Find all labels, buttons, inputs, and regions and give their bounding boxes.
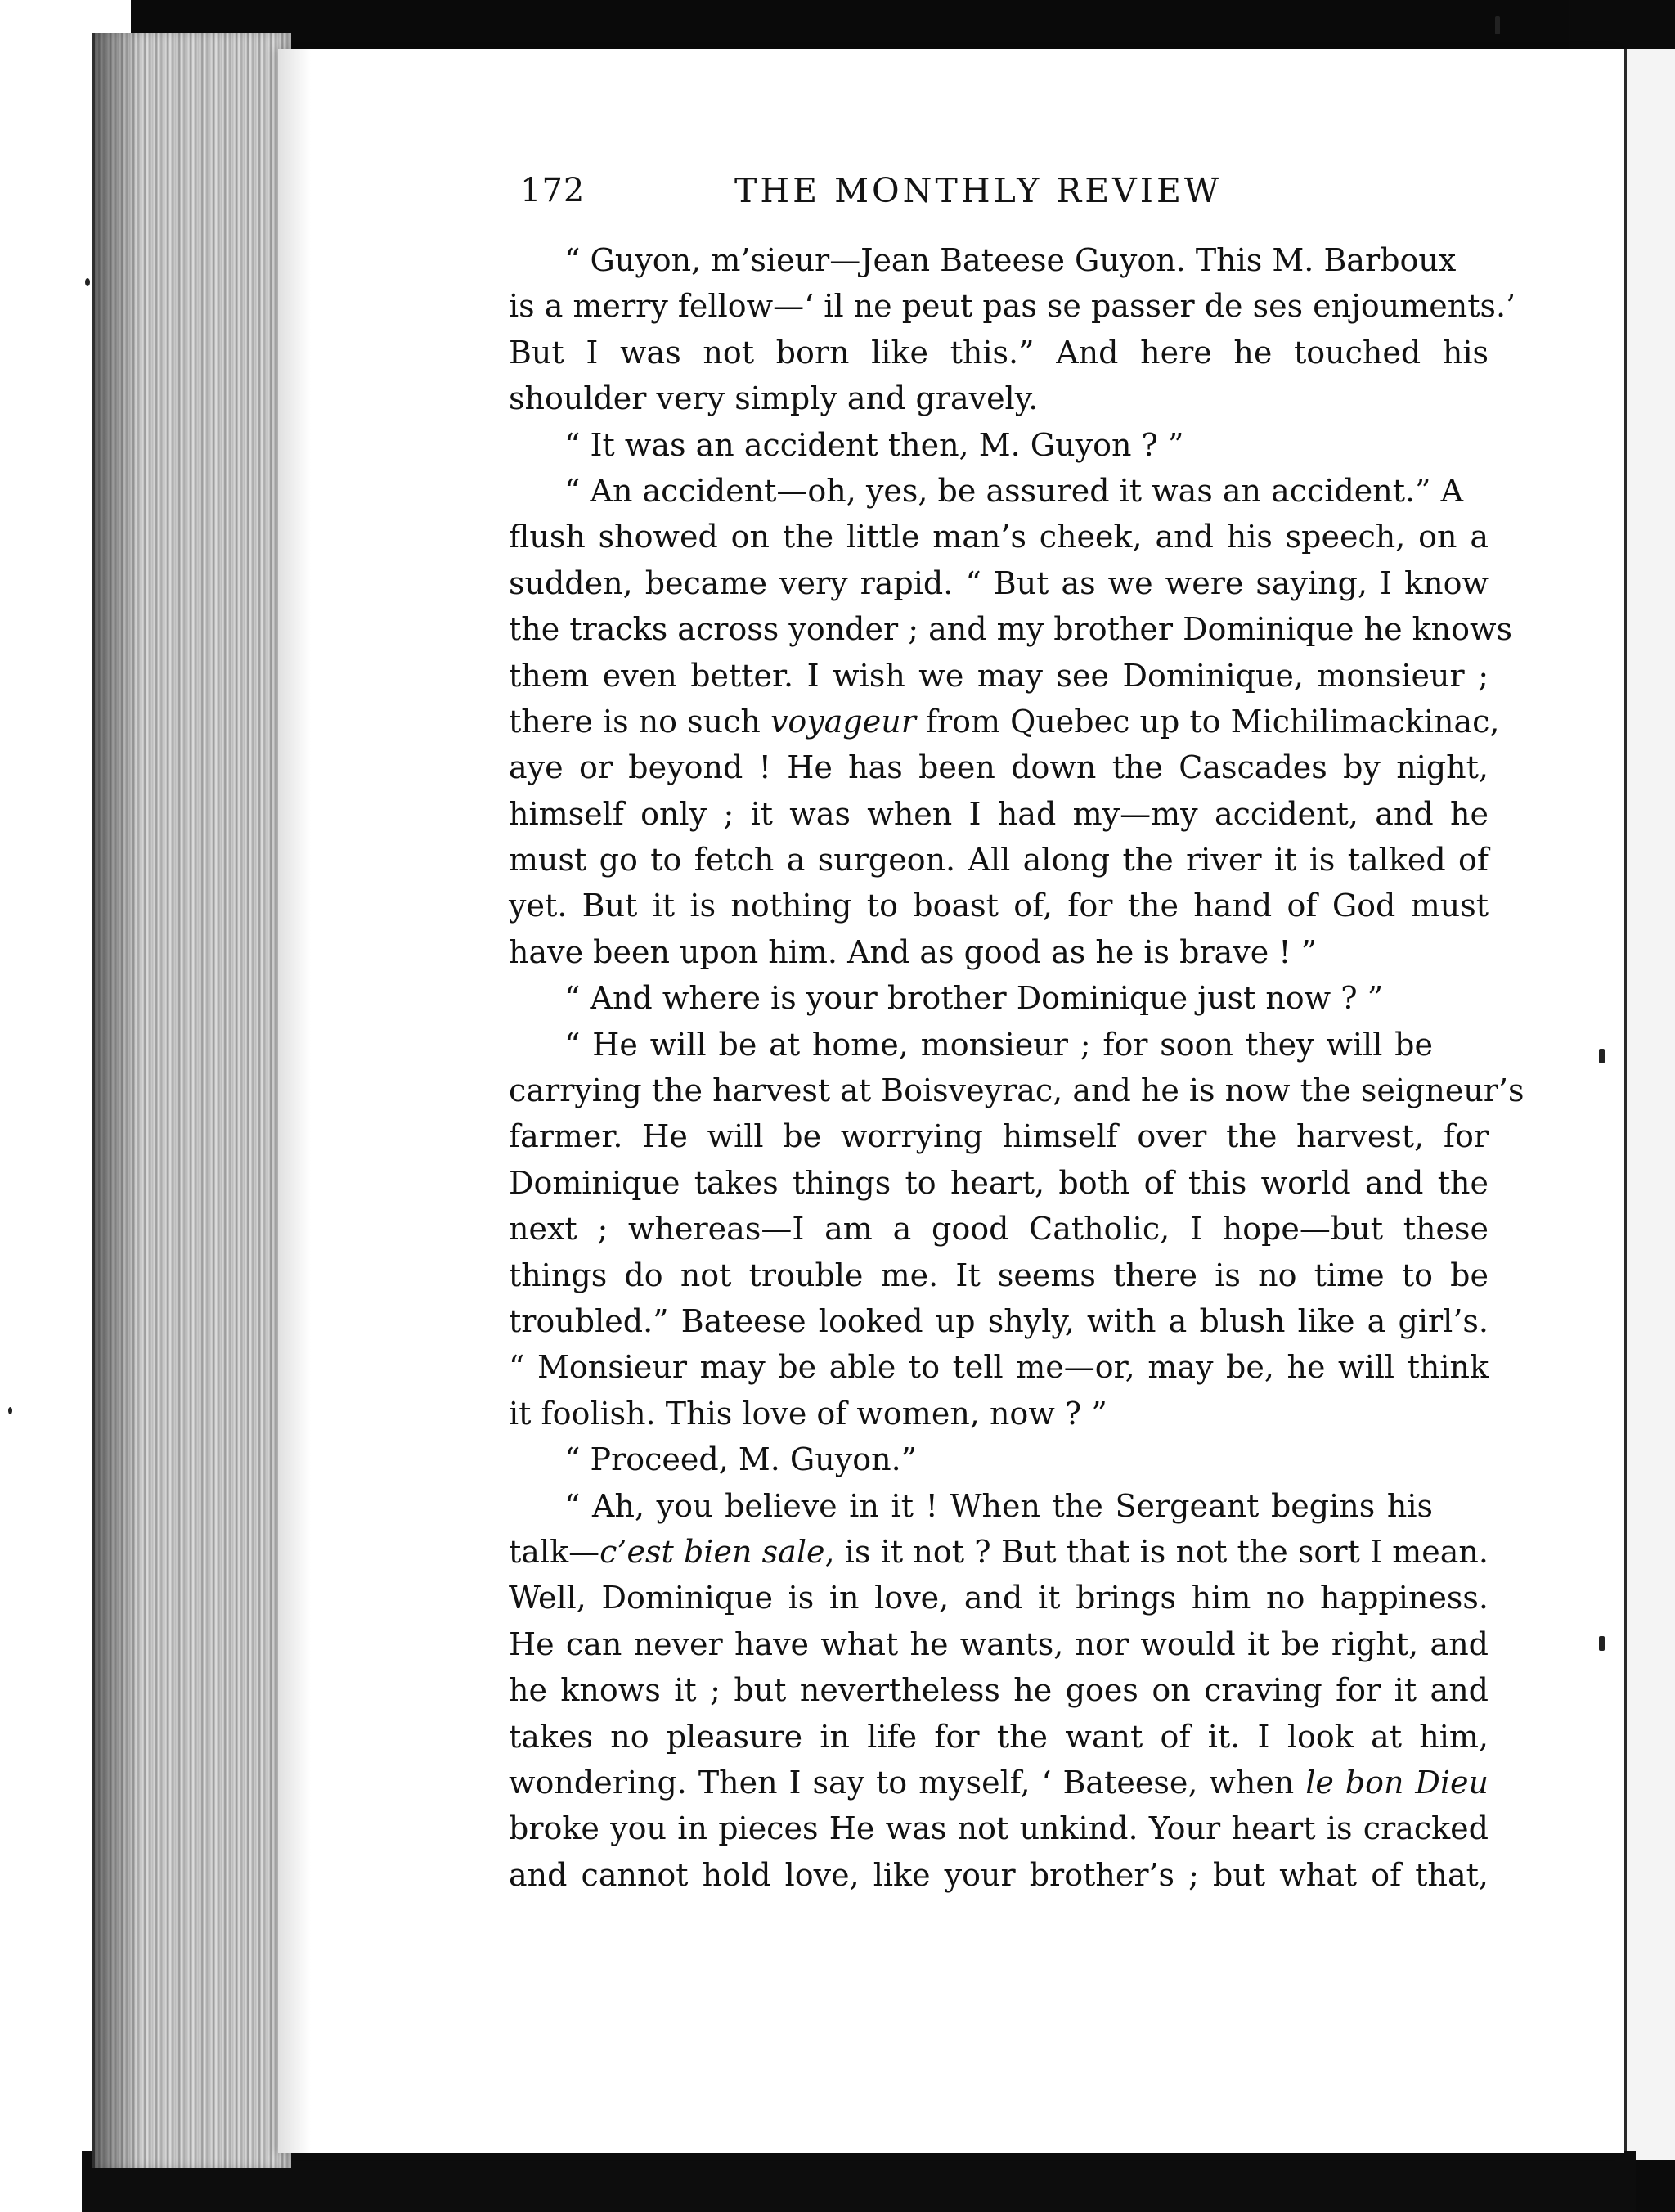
text-line-content: things do not trouble me. It seems there is no time to be — [509, 1257, 1489, 1293]
text-line-content: “ And where is your brother Dominique just now ? ” — [564, 980, 1384, 1017]
text-run: , is it not ? But that is not the sort I mean. — [824, 1533, 1489, 1570]
text-line-content: and cannot hold love, like your brother’s ; but what of that, — [509, 1856, 1489, 1893]
text-line — [509, 375, 1489, 421]
text-line — [509, 883, 1489, 928]
text-run: wondering. Then I say to myself, ‘ Bateese, when — [509, 1764, 1306, 1801]
text-line — [509, 422, 1489, 468]
text-line — [509, 1714, 1489, 1760]
text-run: there is no such — [509, 703, 770, 740]
text-line — [509, 1852, 1489, 1898]
text-line — [509, 237, 1489, 283]
text-line-content — [509, 699, 1500, 744]
text-line — [509, 1436, 1489, 1482]
text-line-content: aye or beyond ! He has been down the Cascades by night, — [509, 749, 1489, 786]
text-line — [509, 1113, 1489, 1159]
page-number: 172 — [520, 172, 586, 209]
text-line — [509, 699, 1500, 744]
text-line — [509, 653, 1489, 699]
facing-page-edge — [1624, 49, 1675, 2160]
scan-speck — [8, 1407, 12, 1414]
text-line-content: “ An accident—oh, yes, be assured it was an accident.” A — [564, 472, 1464, 509]
text-line — [509, 1068, 1525, 1113]
text-line-content: But I was not born like this.” And here he touched his — [509, 334, 1489, 371]
text-line-content: “ Guyon, m’sieur—Jean Bateese Guyon. This M. Barboux — [564, 242, 1457, 278]
text-line — [509, 560, 1489, 606]
text-line-content: troubled.” Bateese looked up shyly, with a blush like a girl’s. — [509, 1302, 1489, 1339]
text-line — [509, 929, 1489, 975]
text-line-content: sudden, became very rapid. “ But as we were saying, I know — [509, 564, 1489, 601]
text-line — [509, 744, 1489, 790]
italic-text-run: voyageur — [770, 703, 916, 740]
text-line-content: it foolish. This love of women, now ? ” — [509, 1395, 1107, 1432]
text-line-content: takes no pleasure in life for the want of it. I look at him, — [509, 1718, 1489, 1755]
text-line — [509, 330, 1489, 375]
text-line-content: farmer. He will be worrying himself over the harvest, for — [509, 1118, 1489, 1155]
text-line — [509, 1805, 1489, 1851]
text-line-content — [509, 1529, 1489, 1575]
text-line — [509, 514, 1489, 560]
text-line-content: Well, Dominique is in love, and it brings him no happiness. — [509, 1580, 1489, 1616]
text-line-content: is a merry fellow—‘ il ne peut pas se passer de ses enjouments.’ — [509, 288, 1516, 325]
text-line — [509, 468, 1489, 514]
text-line — [509, 283, 1516, 329]
italic-text-run: le bon Dieu — [1305, 1764, 1489, 1801]
text-run: from Quebec up to Michilimackinac, — [915, 703, 1500, 740]
scan-border-top — [123, 0, 1675, 56]
text-line — [509, 975, 1489, 1021]
text-line — [509, 1667, 1489, 1713]
text-line-content: “ He will be at home, monsieur ; for soon they will be — [564, 1026, 1433, 1063]
text-line — [509, 1252, 1489, 1298]
text-line-content: have been upon him. And as good as he is brave ! ” — [509, 933, 1318, 970]
text-line — [509, 606, 1513, 652]
scan-speck — [1599, 1049, 1605, 1063]
text-line-content: yet. But it is nothing to boast of, for the hand of God must — [509, 888, 1489, 924]
text-line-content: “ Monsieur may be able to tell me—or, may be, he will think — [509, 1349, 1489, 1386]
text-line-content: shoulder very simply and gravely. — [509, 380, 1039, 417]
text-line — [509, 1760, 1489, 1805]
text-line-content: himself only ; it was when I had my—my accident, and he — [509, 795, 1489, 832]
text-line-content: Dominique takes things to heart, both of this world and the — [509, 1164, 1489, 1201]
gutter-shadow — [278, 49, 311, 2153]
running-head: THE MONTHLY REVIEW — [734, 171, 1223, 210]
scan-border-bottom — [82, 2151, 1636, 2212]
italic-text-run: c’est bien sale — [599, 1533, 825, 1570]
text-line-content: “ Proceed, M. Guyon.” — [564, 1441, 918, 1478]
scan-speck — [85, 278, 90, 286]
text-line — [509, 1529, 1489, 1575]
text-line — [509, 837, 1489, 883]
text-line — [509, 1483, 1489, 1529]
text-line-content: the tracks across yonder ; and my brother Dominique he knows — [509, 611, 1513, 648]
text-line-content: flush showed on the little man’s cheek, and his speech, on a — [509, 519, 1489, 555]
text-line — [509, 1344, 1489, 1390]
page-stack-shadow — [92, 33, 141, 2168]
text-line — [509, 1298, 1489, 1344]
text-line-content: them even better. I wish we may see Dominique, monsieur ; — [509, 657, 1489, 694]
text-line — [509, 1575, 1489, 1621]
text-line-content: must go to fetch a surgeon. All along the river it is talked of — [509, 842, 1489, 879]
text-line-content: he knows it ; but nevertheless he goes on craving for it and — [509, 1672, 1489, 1709]
text-line-content — [509, 1760, 1489, 1805]
text-line-content: broke you in pieces He was not unkind. Your heart is cracked — [509, 1810, 1489, 1847]
text-run: talk— — [509, 1533, 600, 1570]
page-header — [520, 162, 1338, 219]
scan-speck — [1495, 16, 1500, 34]
text-line — [509, 1206, 1489, 1252]
text-line-content: carrying the harvest at Boisveyrac, and he is now the seigneur’s — [509, 1072, 1525, 1109]
scan-speck — [1599, 1636, 1605, 1651]
text-line — [509, 1022, 1489, 1068]
text-line-content: next ; whereas—I am a good Catholic, I hope—but these — [509, 1211, 1489, 1248]
text-line — [509, 1621, 1489, 1667]
text-line — [509, 1391, 1489, 1436]
text-line-content: “ It was an accident then, M. Guyon ? ” — [564, 426, 1184, 463]
text-line — [509, 791, 1489, 837]
text-line — [509, 1160, 1489, 1206]
text-line-content: He can never have what he wants, nor would it be right, and — [509, 1625, 1489, 1662]
text-line-content: “ Ah, you believe in it ! When the Sergeant begins his — [564, 1487, 1433, 1524]
body-text — [509, 237, 1525, 1898]
